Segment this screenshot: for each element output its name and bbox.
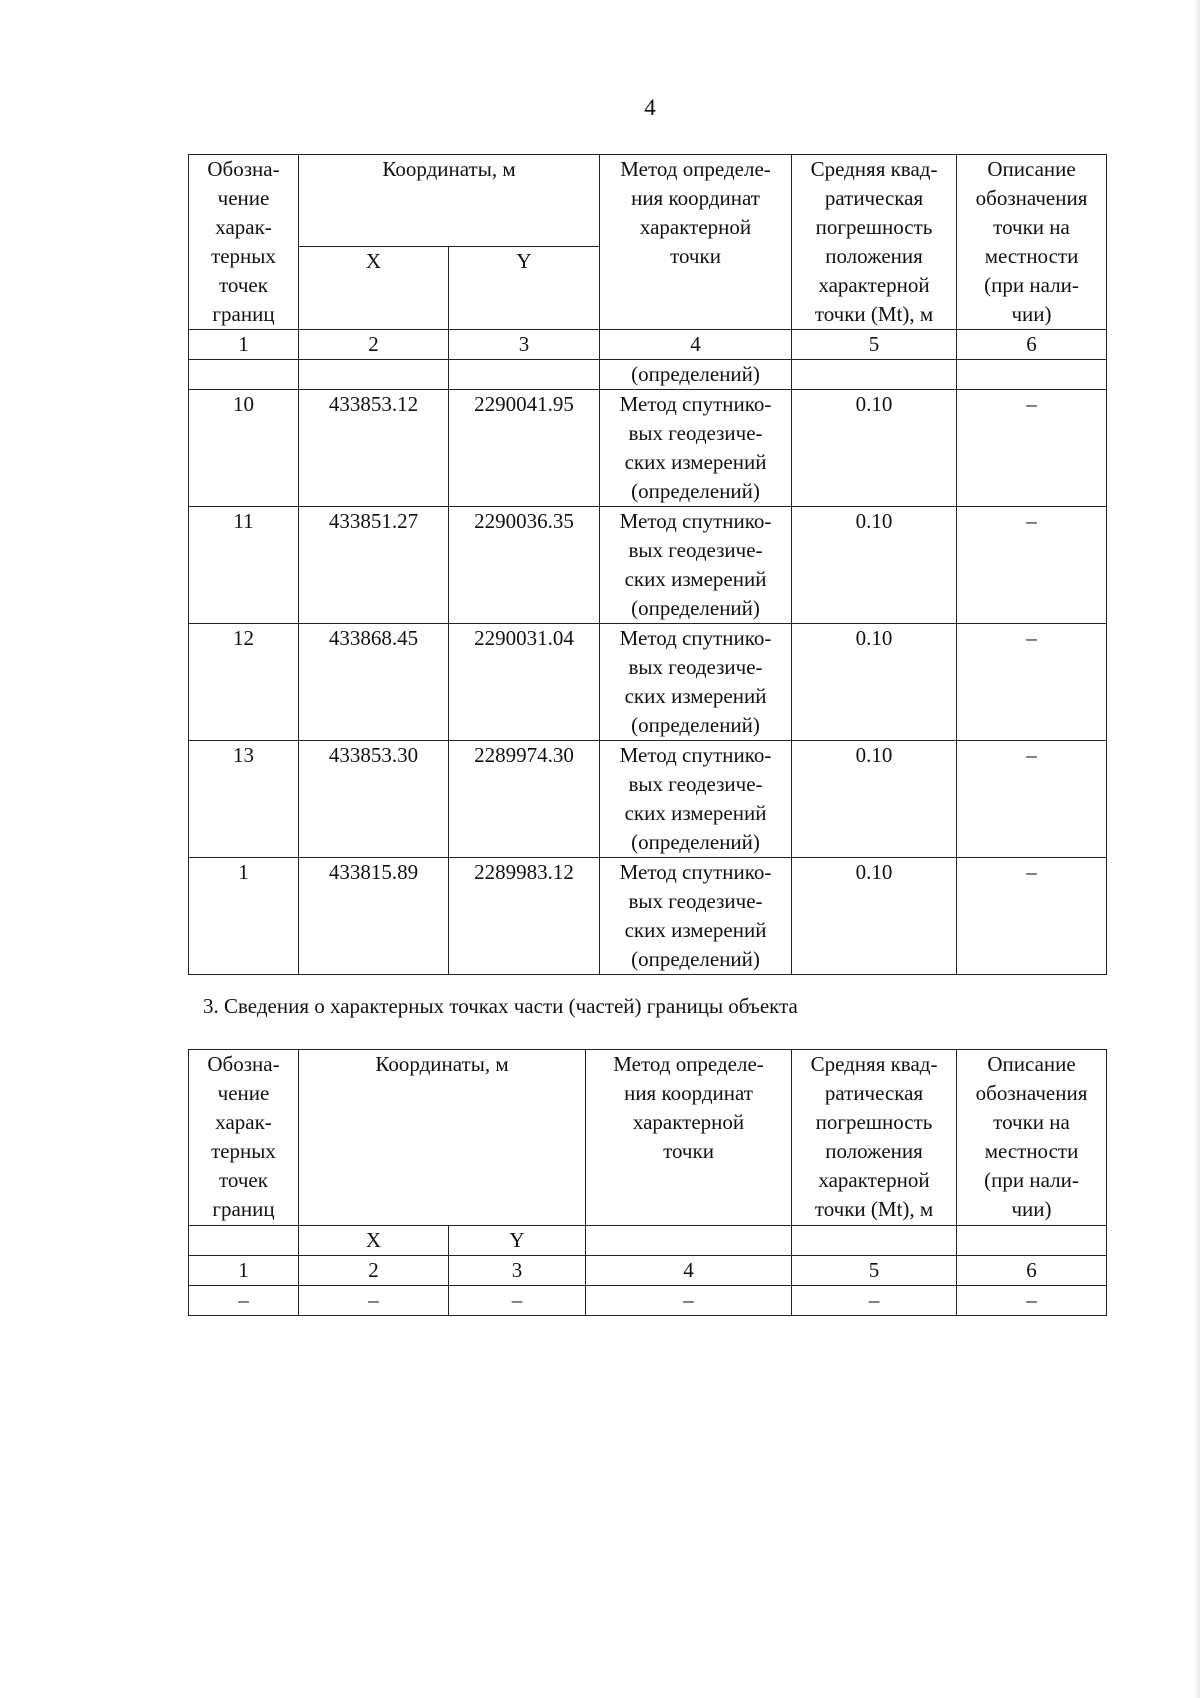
method-line: ских измерений bbox=[624, 918, 767, 942]
header-coordinates: Координаты, м bbox=[299, 1050, 586, 1226]
table-cell bbox=[299, 360, 449, 390]
table-row bbox=[189, 507, 1107, 624]
header-blank bbox=[957, 1226, 1107, 1256]
page-edge bbox=[1194, 0, 1200, 1698]
table-cell: 6 bbox=[957, 1256, 1107, 1286]
header-line: характерной bbox=[818, 273, 930, 297]
header-line: чение bbox=[217, 1081, 270, 1105]
point-number-cell: 1 bbox=[189, 858, 299, 975]
point-number-cell: 13 bbox=[189, 741, 299, 858]
continuation-row bbox=[189, 360, 1107, 390]
method-line: Метод спутнико- bbox=[619, 860, 772, 884]
description-cell: – bbox=[957, 741, 1107, 858]
header-line: характерной bbox=[632, 1110, 745, 1134]
header-line: местности bbox=[984, 244, 1079, 268]
header-line: точки bbox=[663, 1139, 714, 1163]
method-line: Метод спутнико- bbox=[619, 626, 772, 650]
table-cell: 3 bbox=[449, 330, 600, 360]
header-line: Метод определе- bbox=[620, 157, 771, 181]
header-y: Y bbox=[449, 1226, 586, 1256]
table-cell: 5 bbox=[792, 330, 957, 360]
page-number: 4 bbox=[644, 95, 656, 120]
x-coordinate-cell: 433853.30 bbox=[299, 741, 449, 858]
header-blank bbox=[189, 1226, 299, 1256]
header-line: погрешность bbox=[815, 1110, 933, 1134]
header-line: Метод определе- bbox=[613, 1052, 764, 1076]
method-cell bbox=[600, 858, 792, 975]
header-point-designation bbox=[189, 1050, 299, 1226]
header-line: (при нали- bbox=[984, 273, 1079, 297]
method-line: (определений) bbox=[631, 830, 760, 854]
x-coordinate-cell: 433851.27 bbox=[299, 507, 449, 624]
header-line: (при нали- bbox=[984, 1168, 1079, 1192]
method-line: Метод спутнико- bbox=[619, 392, 772, 416]
y-coordinate-cell: 2289974.30 bbox=[449, 741, 600, 858]
column-number-row bbox=[189, 330, 1107, 360]
method-cell bbox=[600, 507, 792, 624]
point-number-cell: 10 bbox=[189, 390, 299, 507]
column-number-row bbox=[189, 1256, 1107, 1286]
header-line: чии) bbox=[1011, 302, 1052, 326]
method-line: вых геодезиче- bbox=[628, 421, 763, 445]
header-line: положения bbox=[825, 244, 923, 268]
header-x: X bbox=[299, 1226, 449, 1256]
header-description bbox=[957, 155, 1107, 330]
header-y: Y bbox=[449, 246, 600, 329]
description-cell: – bbox=[957, 858, 1107, 975]
header-line: Обозна- bbox=[207, 157, 280, 181]
description-cell: – bbox=[957, 390, 1107, 507]
table-cell: 4 bbox=[600, 330, 792, 360]
header-line: Описание bbox=[987, 157, 1076, 181]
method-line: ских измерений bbox=[624, 567, 767, 591]
header-line: точки на bbox=[993, 215, 1070, 239]
method-cell bbox=[600, 390, 792, 507]
empty-data-row bbox=[189, 1286, 1107, 1316]
y-coordinate-cell: 2290041.95 bbox=[449, 390, 600, 507]
y-coordinate-cell: 2290036.35 bbox=[449, 507, 600, 624]
header-line: Средняя квад- bbox=[810, 1052, 938, 1076]
mt-cell: 0.10 bbox=[792, 741, 957, 858]
header-line: чии) bbox=[1011, 1197, 1052, 1221]
header-line: точек bbox=[219, 273, 268, 297]
table-cell: 1 bbox=[189, 1256, 299, 1286]
y-coordinate-cell: 2289983.12 bbox=[449, 858, 600, 975]
mt-cell: 0.10 bbox=[792, 507, 957, 624]
method-line: ских измерений bbox=[624, 801, 767, 825]
header-point-designation bbox=[189, 155, 299, 330]
header-description bbox=[957, 1050, 1107, 1226]
header-line: харак- bbox=[215, 1110, 272, 1134]
method-line: (определений) bbox=[631, 947, 760, 971]
table-cell bbox=[189, 360, 299, 390]
header-line: Средняя квад- bbox=[810, 157, 938, 181]
x-coordinate-cell: 433815.89 bbox=[299, 858, 449, 975]
table-cell: – bbox=[792, 1286, 957, 1316]
data-rows bbox=[189, 390, 1107, 975]
header-line: точек bbox=[219, 1168, 268, 1192]
header-line: Обозна- bbox=[207, 1052, 280, 1076]
header-blank bbox=[792, 1226, 957, 1256]
header-line: точки на bbox=[993, 1110, 1070, 1134]
method-line: вых геодезиче- bbox=[628, 889, 763, 913]
header-method bbox=[600, 155, 792, 330]
table-cell: 3 bbox=[449, 1256, 586, 1286]
header-line: харак- bbox=[215, 215, 272, 239]
table-cell bbox=[792, 360, 957, 390]
header-line: положения bbox=[825, 1139, 923, 1163]
method-line: Метод спутнико- bbox=[619, 509, 772, 533]
method-line: вых геодезиче- bbox=[628, 538, 763, 562]
table-cell: 2 bbox=[299, 1256, 449, 1286]
table-row bbox=[189, 624, 1107, 741]
boundary-points-table bbox=[188, 154, 1107, 975]
header-line: точки (Mt), м bbox=[814, 302, 934, 326]
table-row bbox=[189, 390, 1107, 507]
header-line: границ bbox=[212, 1197, 275, 1221]
table-cell: (определений) bbox=[600, 360, 792, 390]
header-line: характерной bbox=[639, 215, 752, 239]
header-line: чение bbox=[217, 186, 270, 210]
table-cell: 2 bbox=[299, 330, 449, 360]
method-line: ских измерений bbox=[624, 450, 767, 474]
y-coordinate-cell: 2290031.04 bbox=[449, 624, 600, 741]
header-mt bbox=[792, 1050, 957, 1226]
method-line: Метод спутнико- bbox=[619, 743, 772, 767]
table-row bbox=[189, 741, 1107, 858]
table-cell bbox=[449, 360, 600, 390]
header-line: обозначения bbox=[975, 186, 1088, 210]
header-line: характерной bbox=[818, 1168, 930, 1192]
header-line: точки (Mt), м bbox=[814, 1197, 934, 1221]
table-cell: 6 bbox=[957, 330, 1107, 360]
table-cell: 4 bbox=[586, 1256, 792, 1286]
header-mt bbox=[792, 155, 957, 330]
header-x: X bbox=[299, 246, 449, 329]
x-coordinate-cell: 433853.12 bbox=[299, 390, 449, 507]
table-cell: 5 bbox=[792, 1256, 957, 1286]
table-cell: – bbox=[299, 1286, 449, 1316]
x-coordinate-cell: 433868.45 bbox=[299, 624, 449, 741]
header-line: ратическая bbox=[824, 1081, 924, 1105]
point-number-cell: 11 bbox=[189, 507, 299, 624]
header-line: местности bbox=[984, 1139, 1079, 1163]
method-line: (определений) bbox=[631, 713, 760, 737]
header-line: ния координат bbox=[631, 186, 760, 210]
header-line: терных bbox=[211, 244, 276, 268]
header-blank bbox=[586, 1226, 792, 1256]
table-cell: – bbox=[957, 1286, 1107, 1316]
table-row bbox=[189, 858, 1107, 975]
mt-cell: 0.10 bbox=[792, 624, 957, 741]
header-line: терных bbox=[211, 1139, 276, 1163]
mt-cell: 0.10 bbox=[792, 390, 957, 507]
description-cell: – bbox=[957, 624, 1107, 741]
header-line: обозначения bbox=[975, 1081, 1088, 1105]
method-cell bbox=[600, 624, 792, 741]
method-cell bbox=[600, 741, 792, 858]
part-boundary-points-table bbox=[188, 1049, 1107, 1316]
point-number-cell: 12 bbox=[189, 624, 299, 741]
method-line: вых геодезиче- bbox=[628, 655, 763, 679]
header-line: границ bbox=[212, 302, 275, 326]
header-line: ния координат bbox=[624, 1081, 753, 1105]
description-cell: – bbox=[957, 507, 1107, 624]
table-cell: – bbox=[449, 1286, 586, 1316]
header-coordinates: Координаты, м bbox=[299, 155, 600, 247]
table-cell bbox=[957, 360, 1107, 390]
section-3-title: 3. Сведения о характерных точках части (частей) границы объекта bbox=[203, 994, 798, 1018]
method-line: вых геодезиче- bbox=[628, 772, 763, 796]
method-line: ских измерений bbox=[624, 684, 767, 708]
method-line: (определений) bbox=[631, 479, 760, 503]
header-method bbox=[586, 1050, 792, 1226]
header-line: погрешность bbox=[815, 215, 933, 239]
method-line: (определений) bbox=[631, 596, 760, 620]
header-line: Описание bbox=[987, 1052, 1076, 1076]
header-line: точки bbox=[670, 244, 721, 268]
table-cell: – bbox=[586, 1286, 792, 1316]
table-cell: 1 bbox=[189, 330, 299, 360]
table-cell: – bbox=[189, 1286, 299, 1316]
mt-cell: 0.10 bbox=[792, 858, 957, 975]
header-line: ратическая bbox=[824, 186, 924, 210]
